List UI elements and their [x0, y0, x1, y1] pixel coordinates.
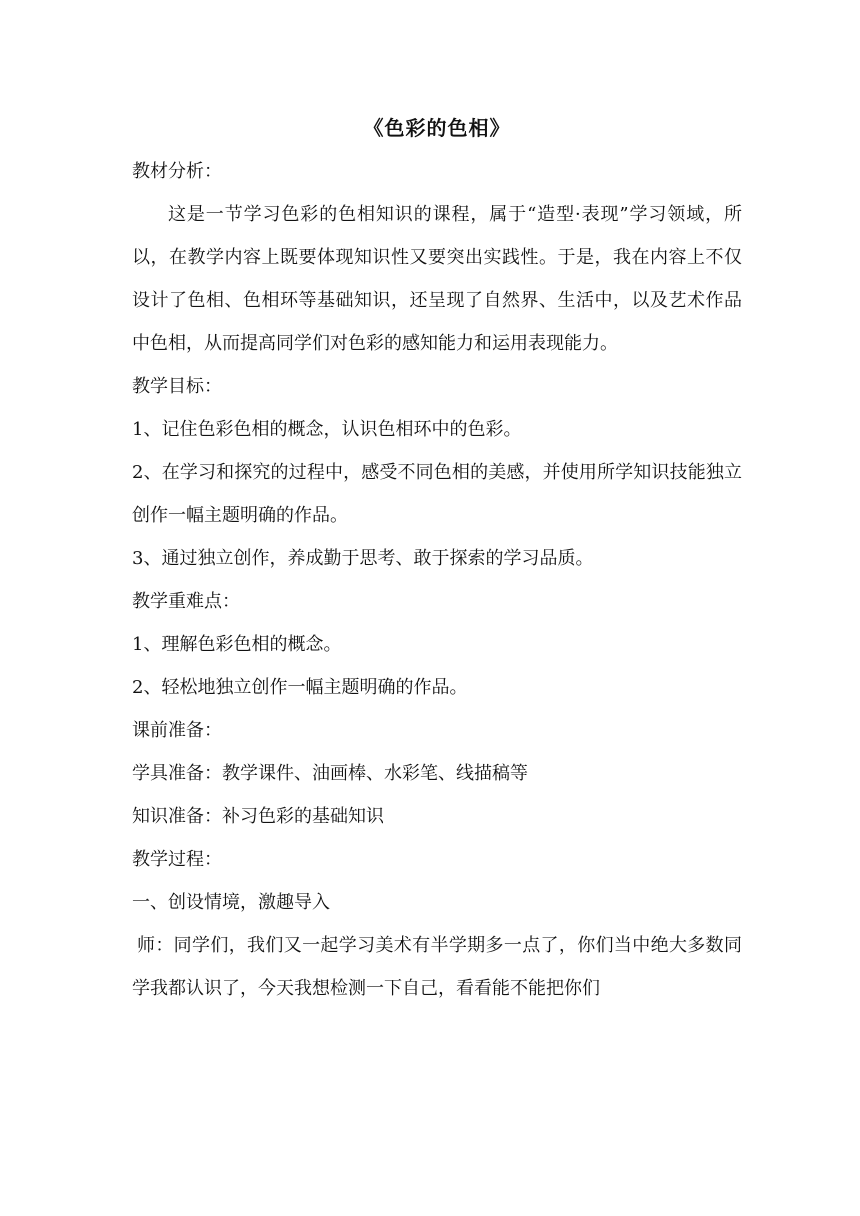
- analysis-heading: 教材分析：: [132, 161, 222, 182]
- goal-item-3: 3、通过独立创作，养成勤于思考、敢于探索的学习品质。: [132, 548, 594, 569]
- analysis-paragraph: 这是一节学习色彩的色相知识的课程，属于“造型·表现”学习领域，所以，在教学内容上既要体现知识性又要突出实践性。于是，我在内容上不仅设计了色相、色相环等基础知识，还呈现了自然界、生活中，以及艺术作品中色相，从而提高同学们对色彩的感知能力和运用表现能力。: [132, 204, 742, 354]
- prep-knowledge: 知识准备：补习色彩的基础知识: [132, 806, 384, 827]
- key-points-heading: 教学重难点：: [132, 591, 240, 612]
- process-heading: 教学过程：: [132, 849, 222, 870]
- document-title: 《色彩的色相》: [363, 116, 511, 140]
- key-point-1: 1、理解色彩色相的概念。: [132, 634, 342, 655]
- key-point-2: 2、轻松地独立创作一幅主题明确的作品。: [132, 677, 468, 698]
- goals-heading: 教学目标：: [132, 376, 222, 397]
- process-step-1: 一、创设情境，激趣导入: [132, 892, 330, 913]
- prep-heading: 课前准备：: [132, 720, 222, 741]
- prep-tools: 学具准备：教学课件、油画棒、水彩笔、线描稿等: [132, 763, 528, 784]
- goal-item-1: 1、记住色彩色相的概念，认识色相环中的色彩。: [132, 419, 522, 440]
- teacher-dialogue: 师：同学们，我们又一起学习美术有半学期多一点了，你们当中绝大多数同学我都认识了，今天我想检测一下自己，看看能不能把你们: [132, 935, 742, 999]
- document-page: [132, 100, 742, 1010]
- goal-item-2: 2、在学习和探究的过程中，感受不同色相的美感，并使用所学知识技能独立创作一幅主题明确的作品。: [132, 462, 742, 526]
